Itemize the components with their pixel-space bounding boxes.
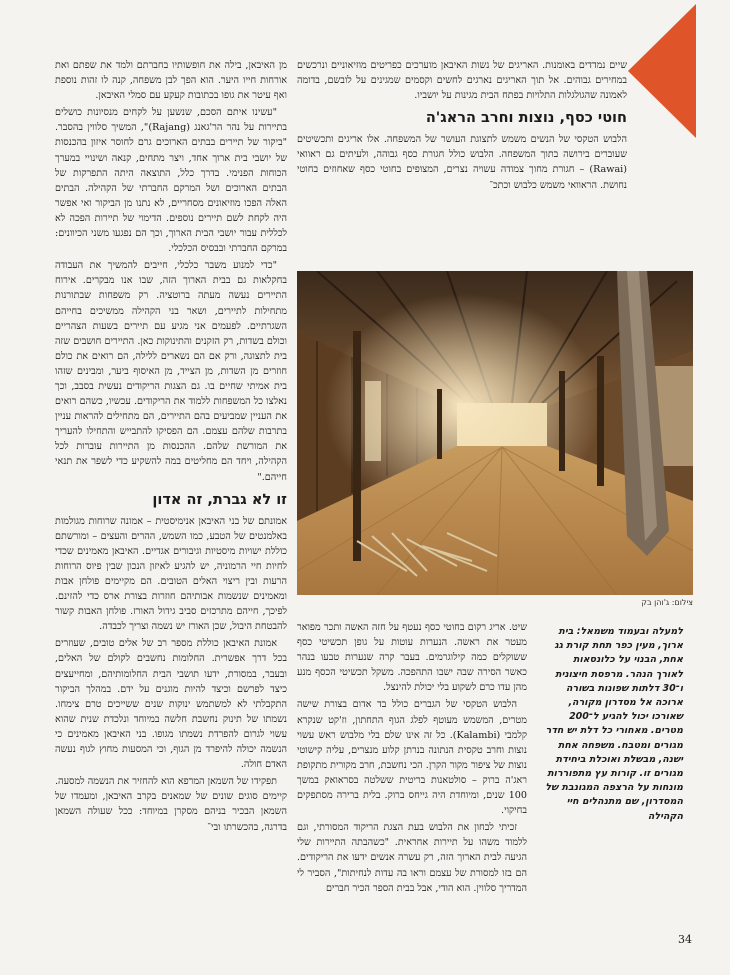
- section-heading: חוטי כסף, נוצות וחרב הראג'ה: [425, 110, 627, 127]
- paragraph: שיים נמדדים באומנות. האריגים של נשות האיבאן מוערכים כפריטים מוזיאוניים ונרכשים במחירים גבוהים. אל תוך האריגים נארגים לחשים וקסמים שמגינים על לובשם, בדומה לאמונה שהגולגלות התלויות בפתח הבית מגינות על יושביו.: [297, 60, 627, 102]
- page-number: 34: [678, 933, 692, 946]
- article-column-left: [55, 58, 287, 958]
- paragraph: מן האיבאן, בילה את חופשותיו בחברתם ולמד את שפתם ואת אורחות חייו היער. הוא הפך לבן משפחה, קנה לו זהות נוספת ואף עיטר את גופו בכתובות קעקע עם סמלי האיבאן.: [55, 60, 287, 102]
- paragraph: "עשינו איתם הסכם, שנשען על לקחים מנסיונות כושלים בתיירות על נהר הר'גאנג (Rajang)", המשיך סלווין בהסבר. "ביקור של תיירים בבתים הארוכים גרם לחוסר איזון בהכנסות של יושבי בית ארוך אחד, ויצר מתחים, קנאה ושינויי במערך הכוחות הפנימי. בדרך כלל, התוצאה היתה התפרקות של הבתים הארוכים ושל המרקם החברתי של הקהילה. הבתים האלה הפכו מוזיאונים מסחריים, לא נתנו מן הביקור ואי אפשר היה לקחת לשם תיירים נוספים. הדימוי של תיירות הפכה לא לכללית עבור יושבי הבית הארוך, וכך הם נפגעו משני הכיוונים: במרקם החברתי ובבסיס הכלכלי.: [55, 107, 287, 255]
- orange-triangle-decoration: [628, 4, 696, 138]
- paragraph: "כדי למנוע משבר כלכלי, חייבים להמשיך את העבודה בחקלאות גם בבית הארוך הזה, שבו אנו מבקרים. אירוח התיירים נעשה מעתה ברוטציה. רק משפחות שבתורנות מתחילות לתיירים, ושאר בני הקהילה ממשיכים בחייהם השגרתיים. לפעמים אני מגיע עם תיירים בשעות הצהריים וכולם בשדות, רק הזקנים והתינוקות כאן. התיירים חושבים שזה בית לתצוגה, ורק אם הם נשארים ללילה, הם רואים את כולם חוזרים מן השדות, מן הצייד, מן האיסוף ביער, ומבינים שזהו בית אמיתי שחיים בו. גם הצגות הריקודים נעשית בסבב, וכך נאלצו כל המשפחות ללמוד את הריקודים. עכשיו, כשהם רואים את העניין שמביעים בהם התיירים, הם מתחילים להראות עניין בתרבות שלהם עצמם. הם הפסיקו להתבייש והתחילו להעריך את המורשת שלהם. ההכנסות מן התיירות עוברות לכל הקהילה, ויחד הם מחליטים במה להשקיע כדי לשפר את תנאי חייהם.": [55, 260, 287, 483]
- paragraph: הלבוש הטקסי של הנשים משמש לתצוגת העושר של המשפחה. אלו אריגים ותכשיטים שעוברים בירושה בתוך המשפחה. הלבוש כולל חגורת כסף גבוהה, ולעיתים גם ראוואי (Rawai) – חגורת מחוך צמודה עשויה נצרים, המצופים בחוטי כסף שאחוזים בחוטי נחושת. הראוואי משמש כלבוש וכתכ־: [297, 134, 627, 191]
- paragraph: אמונתם של בני האיבאן אנימיסטית – אמונה שרוחות מגולמות באלמנטים של הטבע, כמו השמש, ההרים והעצים – ומורשתם כוללת ישויות מיסטיות וגיבורים אגדיים. האיבאן מאמינים שכדי לחיות חיי הרמוניה, יש להגיע לאיזון הנכון שבין פיוס הרוחות הרעות ובין ריצוי האלים הטובים. הם מקיימים פולחן אבות ומאמינים שנשמות אבותיהם חוזרות בצורת ארס כדי להזינם. לפיכך, חייהם מתרכזים סביב גידול האורז. פולחן האבות קשור להבטחת היבול, שכן האורז יש נשמה וצריך לכבדה.: [55, 515, 287, 633]
- paragraph: אמונת האיבאן כוללת מספר רב של אלים טובים, שעוזרים בכל דרך אפשרית. החלומות נחשבים לקולם של האלים, ובעבר, במסורת, ידעו תושבי הבית החלומותיהם, ומחייעצים כיצד לפרשם וכיצד להיות מוגנים על ידם. במהלך הביקור התקבלתי לא למשתמש ינוקות שנים ששייכים טרם צימחו. נשמתו של תינוק נחשבת חלשה במיוחד ונלכדת שנית שהוא עשוי לגרום להפרדת נשמתו מגופו. בני האיבאן מאמינים כי הנשמה יכולה להיפרד מן הגוף, וכי המסעות מחוץ לגוף נעשה האדם חולה.: [55, 638, 287, 771]
- paragraph: תפקידו של השמאן המרפא הוא להחזיר את הנשמה למסעה. קיימים סוגים שונים של שמאנים בקרב האיבאן, ומעמדו של השמאן הבכיר בניהם מסקרן במיוחד: ככל שעולה השמאן בדרגה, בהכשרתו ובי־: [55, 776, 287, 833]
- paragraph: הלבוש הטקסי של הגברים כולל בד אדום בצורת שישה מטרים, המשמש מעוטף לפלג הגוף התחתון, וז'קט שנקרא קלמבי (Kalambi). כל זה אינו שלם בלי מלבוש ראש עשוי נוצות וחרב טקסית הנתונה בנרתן קלוע מנצרים, עליה קישוטי נוצות של ציפור מקור הקרן. הכי נחשבת, חרב מקורית מתקופת ראג'ה ברוק – סולטאנות בריטית ששלטה בסראואק במשך 100 שנים, ומיוחדת היה גייחס ברוק. בלית ברירה מסתפקים בחיקוי.: [297, 699, 527, 817]
- photo-caption: למעלה ובעמוד משמאל: בית ארוך, מעין כפר תחת קורת גג אחת, הבנוי על כלונסאות לאורך הנהר. מרפסת חיצונית ו־30 דלתות שפונות בשורה ארוכה אל מסדרון מקורה, שאורכו יכול להגיע ל־200 מטרים. מאחורי כל דלת יש חדר מגורים ומטבח. משפחה אחת ישנה, מבשלת ואוכלת ביחידת מגורים זו. קורות עץ מתפוררות מונחות על הרצפה המגונבת של המסדרון, שם מתנהלים חיי הקהילה: [545, 626, 683, 822]
- paragraph: זכיתי לבחון את הלבוש בעת הצגת הריקוד המסורתי, וגם ללמוד משהו על תיירות אחראית. "כשהבתה התיירות שלי הגיעה לבית הארוך הזה, רק עשרה אנשים ידעו את הריקודים. הם בזו למסורת של עצמם וראו בה עדות לנחיתות", הסביר לי המדריך סלווין. הוא הודי, אבל בבית הספר הכיר חברים: [297, 822, 527, 894]
- article-column-right: [297, 58, 627, 270]
- section-heading: זו לא גברת, זה אדון: [152, 491, 287, 508]
- article-column-middle: [297, 620, 527, 960]
- longhouse-interior-photo: [297, 271, 693, 595]
- photo-credit: צילום: ג'והן בק: [641, 598, 693, 607]
- paragraph: שיט. אריג רקום בחוטי כסף נעטף על חזה האשה ותכר מפואר מעטר את ראשה. הנערות עוטות על גופן תכשיטי כסף ששוקלים כמה קילוגרמים. בעבר קרה שנערות טבעו בנהר כאשר הסירה שבה ישבו התהפכה. משקל תכשיטי הכסף מנע מהן עדו כרם לשקוע בלי יכולת להינצל.: [297, 622, 527, 694]
